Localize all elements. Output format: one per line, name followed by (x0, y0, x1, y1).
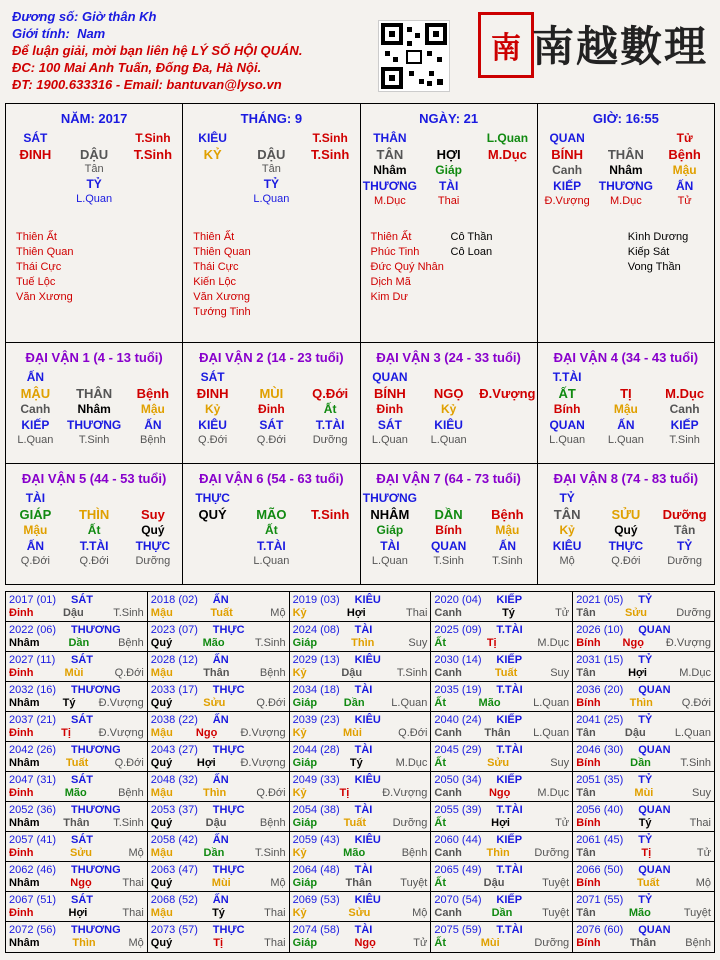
year-cell: 2029 (13) KIÊU Kỷ Dậu T.Sinh (290, 652, 432, 681)
year-cell: 2048 (32) ẤN Mậu Thìn Q.Đới (148, 772, 290, 801)
dai-van-title: ĐẠI VẬN 2 (14 - 23 tuổi) (199, 350, 344, 365)
year-row (6, 832, 714, 862)
year-cell: 2067 (51) SÁT Đinh Hợi Thai (6, 892, 148, 921)
dai-van-cell: ĐẠI VẬN 3 (24 - 33 tuổi) QUAN BÍNH NGỌ Đ.Vượng Đinh Kỷ SÁT KIÊU L.Quan L.Quan (361, 343, 538, 463)
year-cell: 2028 (12) ẤN Mậu Thân Bệnh (148, 652, 290, 681)
dai-van-cell: ĐẠI VẬN 6 (54 - 63 tuổi) THỰC QUÝ MÃO T.Sinh Ất T.TÀI L.Quan (183, 464, 360, 584)
year-cell: 2049 (33) KIÊU Kỷ Tị Đ.Vượng (290, 772, 432, 801)
year-cell: 2036 (20) QUAN Bính Thìn Q.Đới (576, 683, 711, 709)
year-cell: 2053 (37) THỰC Quý Dậu Bệnh (148, 802, 290, 831)
brand-logo-text: 南越數理 (532, 22, 709, 71)
year-cell: 2038 (22) ẤN Mậu Ngọ Đ.Vượng (148, 712, 290, 741)
header (12, 8, 372, 93)
pillar-title: NĂM: 2017 (60, 111, 128, 126)
year-row (6, 802, 714, 832)
year-cell: 2056 (40) QUAN Bính Tý Thai (576, 803, 711, 829)
year-cell: 2026 (10) QUAN Bính Ngọ Đ.Vượng (576, 623, 711, 649)
year-cell: 2020 (04) KIẾP Canh Tý Tử (431, 592, 573, 621)
year-cell: 2021 (05) TỶ Tân Sửu Dưỡng (576, 593, 711, 619)
year-cell: 2071 (55) TỶ Tân Mão Tuyệt (576, 893, 711, 919)
year-cell: 2043 (27) THỰC Quý Hợi Đ.Vượng (148, 742, 290, 771)
year-cell: 2072 (56) THƯƠNG Nhâm Thìn Mộ (6, 922, 148, 952)
year-row (6, 742, 714, 772)
dai-van-cell: ĐẠI VẬN 5 (44 - 53 tuổi) TÀI GIÁP THÌN Suy Mậu Ất Quý ẤN T.TÀI THỰC Q.Đới Q.Đới Dưỡng (6, 464, 183, 584)
year-cell: 2060 (44) KIẾP Canh Thìn Dưỡng (431, 832, 573, 861)
year-cell: 2041 (25) TỶ Tân Dậu L.Quan (576, 713, 711, 739)
year-cell: 2074 (58) TÀI Giáp Ngọ Tử (290, 922, 432, 952)
dai-van-title: ĐẠI VẬN 3 (24 - 33 tuổi) (376, 350, 521, 365)
pillar-day: NGÀY: 21 THÂN L.Quan TÂN HỢI M.Dục Nhâm Giáp THƯƠNG TÀI M.Dục Thai Thiên Ất Phúc Tinh Đức Quý Nhân Dịch Mã Kim Dư Cô Thần Cô Loan (361, 104, 538, 342)
star-list: Thiên Ất Thiên Quan Thái Cực Tuế Lộc Văn Xương (16, 231, 74, 303)
year-cell: 2062 (46) THƯƠNG Nhâm Ngọ Thai (6, 862, 148, 891)
year-cell: 2045 (29) T.TÀI Ất Sửu Suy (431, 742, 573, 771)
pillar-year: NĂM: 2017 SÁT T.Sinh ĐINH DẬU T.Sinh Tân TỶ L.Quan Thiên Ất Thiên Quan Thái Cực Tuế Lộc Văn Xương (6, 104, 183, 342)
dai-van-title: ĐẠI VẬN 6 (54 - 63 tuổi) (199, 471, 344, 486)
gender-line: Giới tính: Nam (12, 26, 106, 41)
year-cell: 2017 (01) SÁT Đinh Dậu T.Sinh (6, 592, 148, 621)
year-cell: 2019 (03) KIÊU Kỷ Hợi Thai (290, 592, 432, 621)
year-cell: 2040 (24) KIẾP Canh Thân L.Quan (431, 712, 573, 741)
year-row (6, 652, 714, 682)
year-cell: 2047 (31) SÁT Đinh Mão Bệnh (6, 772, 148, 801)
year-cell: 2027 (11) SÁT Đinh Mùi Q.Đới (6, 652, 148, 681)
year-cell: 2066 (50) QUAN Bính Tuất Mộ (576, 863, 711, 889)
year-cell: 2068 (52) ẤN Mậu Tý Thai (148, 892, 290, 921)
year-cell: 2070 (54) KIẾP Canh Dần Tuyệt (431, 892, 573, 921)
year-cell: 2024 (08) TÀI Giáp Thìn Suy (290, 622, 432, 651)
year-cell: 2051 (35) TỶ Tân Mùi Suy (576, 773, 711, 799)
year-row (6, 922, 714, 952)
dai-van-title: ĐẠI VẬN 8 (74 - 83 tuổi) (553, 471, 699, 486)
dai-van-title: ĐẠI VẬN 1 (4 - 13 tuổi) (25, 350, 163, 365)
pillar-month: THÁNG: 9 KIÊU T.Sinh KỶ DẬU T.Sinh Tân TỶ L.Quan Thiên Ất Thiên Quan Thái Cực Kiến Lộc Văn Xương Tướng Tinh (183, 104, 360, 342)
year-cell: 2046 (30) QUAN Bính Dần T.Sinh (576, 743, 711, 769)
address-line: ĐC: 100 Mai Anh Tuấn, Đống Đa, Hà Nội. (12, 60, 262, 75)
year-cell: 2073 (57) THỰC Quý Tị Thai (148, 922, 290, 952)
dai-van-title: ĐẠI VẬN 5 (44 - 53 tuổi) (21, 471, 167, 486)
pillar-title: THÁNG: 9 (240, 111, 303, 126)
year-cell: 2076 (60) QUAN Bính Thân Bệnh (576, 923, 711, 949)
year-cell: 2025 (09) T.TÀI Ất Tị M.Dục (431, 622, 573, 651)
year-row (6, 592, 714, 622)
star-list: Thiên Ất Phúc Tinh Đức Quý Nhân Dịch Mã Kim Dư (370, 231, 444, 303)
owner-line: Đương số: Giờ thân Kh (12, 9, 157, 24)
seal-logo-icon: 南 (478, 12, 534, 78)
year-cell: 2031 (15) TỶ Tân Hợi M.Dục (576, 653, 711, 679)
dai-van-cell: ĐẠI VẬN 8 (74 - 83 tuổi) TỶ TÂN SỬU Dưỡng Kỷ Quý Tân KIÊU THỰC TỶ Mộ Q.Đới Dưỡng (538, 464, 714, 584)
year-cell: 2055 (39) T.TÀI Ất Hợi Tử (431, 802, 573, 831)
year-cell: 2044 (28) TÀI Giáp Tý M.Dục (290, 742, 432, 771)
bad-star-list: Kình Dương Kiếp Sát Vong Thần (627, 231, 689, 273)
year-row (6, 862, 714, 892)
chart-grid (5, 103, 715, 585)
annual-luck-table (5, 591, 715, 953)
year-row (6, 622, 714, 652)
dai-van-cell: ĐẠI VẬN 1 (4 - 13 tuổi) ẤN MẬU THÂN Bệnh Canh Nhâm Mậu KIẾP THƯƠNG ẤN L.Quan T.Sinh Bệnh (6, 343, 183, 463)
dai-van-cell: ĐẠI VẬN 4 (34 - 43 tuổi) T.TÀI ẤT TỊ M.Dục Bính Mậu Canh QUAN ẤN KIẾP L.Quan L.Quan T.Sinh (538, 343, 714, 463)
year-cell: 2039 (23) KIÊU Kỷ Mùi Q.Đới (290, 712, 432, 741)
dai-van-cell: ĐẠI VẬN 7 (64 - 73 tuổi) THƯƠNG NHÂM DẦN Bệnh Giáp Bính Mậu TÀI QUAN ẤN L.Quan T.Sinh T.Sinh (361, 464, 538, 584)
contact-line: Để luận giải, mời bạn liên hệ LÝ SỐ HỘI QUÁN. (12, 43, 303, 58)
year-cell: 2023 (07) THỰC Quý Mão T.Sinh (148, 622, 290, 651)
dai-van-title: ĐẠI VẬN 4 (34 - 43 tuổi) (553, 350, 699, 365)
year-row (6, 682, 714, 712)
year-row (6, 892, 714, 922)
dai-van-title: ĐẠI VẬN 7 (64 - 73 tuổi) (376, 471, 521, 486)
year-cell: 2075 (59) T.TÀI Ất Mùi Dưỡng (431, 922, 573, 952)
year-cell: 2054 (38) TÀI Giáp Tuất Dưỡng (290, 802, 432, 831)
year-cell: 2061 (45) TỶ Tân Tị Tử (576, 833, 711, 859)
year-cell: 2032 (16) THƯƠNG Nhâm Tý Đ.Vượng (6, 682, 148, 711)
pillar-title: NGÀY: 21 (419, 111, 479, 126)
year-row (6, 712, 714, 742)
year-cell: 2064 (48) TÀI Giáp Thân Tuyệt (290, 862, 432, 891)
year-cell: 2065 (49) T.TÀI Ất Dậu Tuyệt (431, 862, 573, 891)
year-cell: 2018 (02) ẤN Mậu Tuất Mộ (148, 592, 290, 621)
dai-van-row-2 (6, 464, 714, 584)
dai-van-row-1 (6, 343, 714, 464)
dai-van-cell: ĐẠI VẬN 2 (14 - 23 tuổi) SÁT ĐINH MÙI Q.Đới Kỷ Đinh Ất KIÊU SÁT T.TÀI Q.Đới Q.Đới Dưỡng (183, 343, 360, 463)
qr-code-icon[interactable] (378, 20, 450, 92)
pillar-title: GIỜ: 16:55 (592, 111, 659, 126)
year-cell: 2052 (36) THƯƠNG Nhâm Thân T.Sinh (6, 802, 148, 831)
pillar-hour: GIỜ: 16:55 QUAN Tử BÍNH THÂN Bệnh Canh Nhâm Mậu KIẾP THƯƠNG ẤN Đ.Vượng M.Dục Tử Kình Dương Kiếp Sát Vong Thần (538, 104, 714, 342)
year-row (6, 772, 714, 802)
year-cell: 2035 (19) T.TÀI Ất Mão L.Quan (431, 682, 573, 711)
year-cell: 2030 (14) KIẾP Canh Tuất Suy (431, 652, 573, 681)
year-cell: 2069 (53) KIÊU Kỷ Sửu Mộ (290, 892, 432, 921)
year-cell: 2058 (42) ẤN Mậu Dần T.Sinh (148, 832, 290, 861)
pillars-row (6, 104, 714, 343)
bad-star-list: Cô Thần Cô Loan (450, 231, 493, 258)
year-cell: 2033 (17) THỰC Quý Sửu Q.Đới (148, 682, 290, 711)
year-cell: 2037 (21) SÁT Đinh Tị Đ.Vượng (6, 712, 148, 741)
year-cell: 2050 (34) KIẾP Canh Ngọ M.Dục (431, 772, 573, 801)
phone-email-line[interactable]: ĐT: 1900.633316 - Email: bantuvan@lyso.vn (12, 77, 282, 92)
year-cell: 2063 (47) THỰC Quý Mùi Mộ (148, 862, 290, 891)
year-cell: 2059 (43) KIÊU Kỷ Mão Bệnh (290, 832, 432, 861)
year-cell: 2057 (41) SÁT Đinh Sửu Mộ (6, 832, 148, 861)
year-cell: 2034 (18) TÀI Giáp Dần L.Quan (290, 682, 432, 711)
year-cell: 2022 (06) THƯƠNG Nhâm Dần Bệnh (6, 622, 148, 651)
year-cell: 2042 (26) THƯƠNG Nhâm Tuất Q.Đới (6, 742, 148, 771)
star-list: Thiên Ất Thiên Quan Thái Cực Kiến Lộc Văn Xương Tướng Tinh (193, 231, 251, 318)
